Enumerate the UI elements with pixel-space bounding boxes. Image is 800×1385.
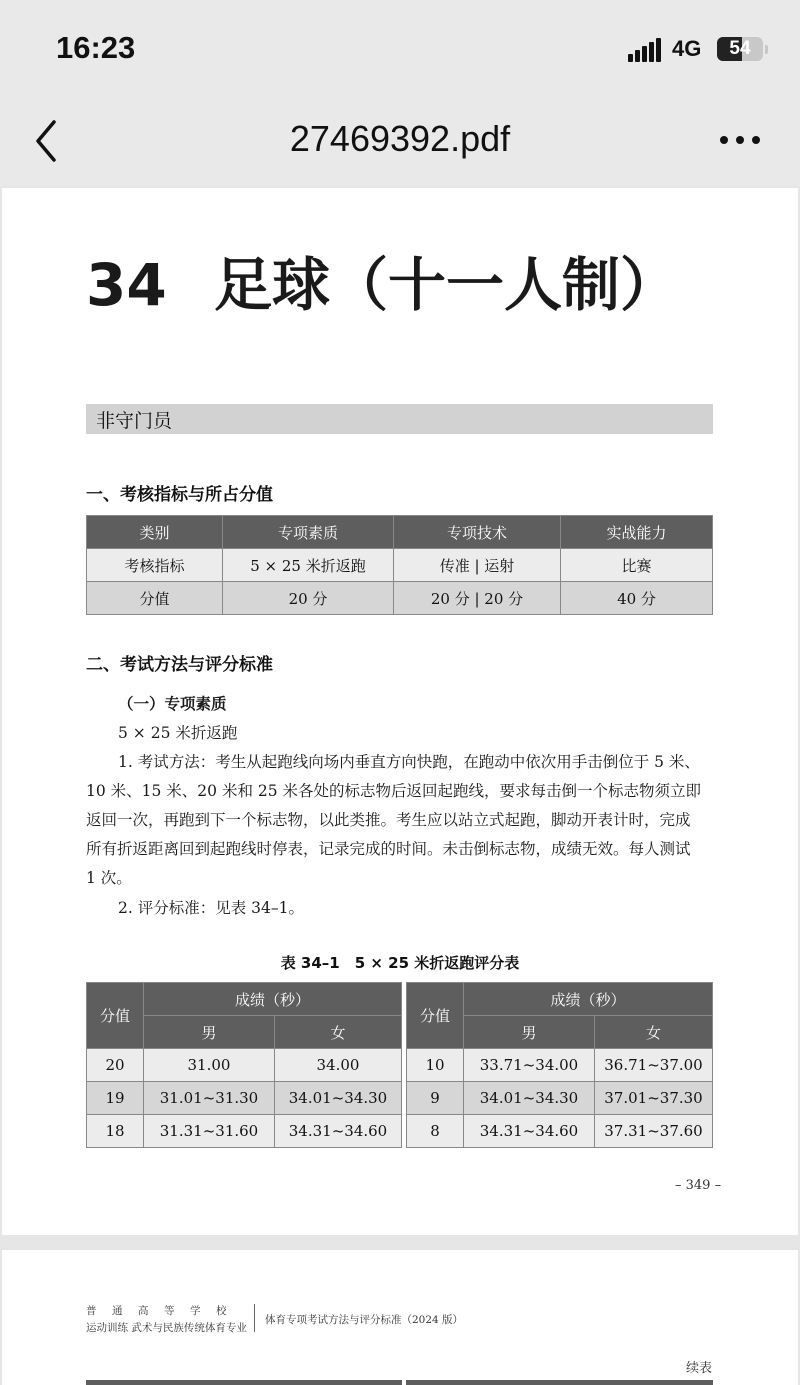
table-caption: 表 34–1 5 × 25 米折返跑评分表 bbox=[280, 954, 520, 972]
table-cell: 31.31~31.60 bbox=[144, 1115, 275, 1148]
table-row bbox=[87, 1082, 402, 1115]
table-cell: 分值 bbox=[87, 582, 223, 615]
status-time: 16:23 bbox=[56, 30, 136, 65]
table-cell: 34.00 bbox=[275, 1049, 402, 1082]
table-cell: 19 bbox=[87, 1082, 144, 1115]
table-cell: 31.00 bbox=[144, 1049, 275, 1082]
table-cell: 比赛 bbox=[561, 549, 713, 582]
section-heading: 二、考试方法与评分标准 bbox=[86, 655, 273, 675]
table-header: 分值 bbox=[407, 983, 464, 1049]
table-cell: 37.31~37.60 bbox=[595, 1115, 713, 1148]
table-cell: 8 bbox=[407, 1115, 464, 1148]
status-bar bbox=[0, 0, 800, 100]
scoring-table-right bbox=[406, 982, 713, 1148]
paragraph-line: 所有折返距离回到起跑线时停表，记录完成的时间。未击倒标志物，成绩无效。每人测试 bbox=[86, 840, 691, 858]
paragraph-line: 1 次。 bbox=[86, 869, 132, 887]
table-row bbox=[87, 1049, 402, 1082]
table-cell: 10 bbox=[407, 1049, 464, 1082]
table-cell: 31.01~31.30 bbox=[144, 1082, 275, 1115]
table-row bbox=[407, 1082, 713, 1115]
table-row bbox=[87, 582, 713, 615]
assessment-table bbox=[86, 515, 713, 615]
chapter-title: 足球（十一人制） bbox=[214, 251, 679, 319]
table-cell: 37.01~37.30 bbox=[595, 1082, 713, 1115]
chapter-heading bbox=[86, 238, 678, 322]
table-cell: 36.71~37.00 bbox=[595, 1049, 713, 1082]
header-line: 运动训练 武术与民族传统体育专业 bbox=[86, 1322, 247, 1334]
table-header-strip bbox=[406, 1380, 713, 1385]
more-options-button[interactable] bbox=[718, 130, 764, 150]
table-header: 成绩（秒） bbox=[144, 983, 402, 1016]
table-cell: 20 分 | 20 分 bbox=[394, 582, 561, 615]
table-header-strip bbox=[86, 1380, 402, 1385]
dot-icon bbox=[720, 136, 728, 144]
table-row bbox=[407, 1049, 713, 1082]
header-line: 普通高等学校 bbox=[86, 1305, 242, 1317]
signal-icon bbox=[628, 38, 662, 62]
table-cell: 34.31~34.60 bbox=[275, 1115, 402, 1148]
table-header: 女 bbox=[595, 1016, 713, 1049]
table-header: 女 bbox=[275, 1016, 402, 1049]
table-cell: 9 bbox=[407, 1082, 464, 1115]
chapter-number: 34 bbox=[86, 251, 167, 319]
table-cell: 传准 | 运射 bbox=[394, 549, 561, 582]
document-title: 27469392.pdf bbox=[289, 118, 511, 159]
table-header: 分值 bbox=[87, 983, 144, 1049]
continued-label: 续表 bbox=[686, 1361, 713, 1376]
table-row bbox=[87, 549, 713, 582]
running-header-right: 体育专项考试方法与评分标准（2024 版） bbox=[265, 1314, 464, 1326]
table-cell: 18 bbox=[87, 1115, 144, 1148]
section-band-label: 非守门员 bbox=[96, 410, 173, 432]
table-row bbox=[407, 1115, 713, 1148]
table-header: 专项素质 bbox=[223, 516, 394, 549]
table-header: 专项技术 bbox=[394, 516, 561, 549]
dot-icon bbox=[752, 136, 760, 144]
scoring-table-left bbox=[86, 982, 402, 1148]
table-cell: 33.71~34.00 bbox=[464, 1049, 595, 1082]
section-band bbox=[86, 404, 713, 434]
table-header: 男 bbox=[464, 1016, 595, 1049]
table-header: 类别 bbox=[87, 516, 223, 549]
table-cell: 考核指标 bbox=[87, 549, 223, 582]
table-cell: 20 bbox=[87, 1049, 144, 1082]
section-heading: 一、考核指标与所占分值 bbox=[86, 485, 273, 505]
paragraph-line: 1. 考试方法：考生从起跑线向场内垂直方向快跑，在跑动中依次用手击倒位于 5 米、 bbox=[118, 753, 700, 771]
nav-bar bbox=[0, 100, 800, 186]
table-cell: 34.01~34.30 bbox=[464, 1082, 595, 1115]
header-divider bbox=[254, 1304, 255, 1332]
table-cell: 34.31~34.60 bbox=[464, 1115, 595, 1148]
battery-tip bbox=[765, 45, 768, 54]
running-header-left bbox=[86, 1303, 247, 1337]
item-title: 5 × 25 米折返跑 bbox=[118, 724, 238, 742]
table-row bbox=[87, 1115, 402, 1148]
table-cell: 40 分 bbox=[561, 582, 713, 615]
subsection-heading: （一）专项素质 bbox=[118, 694, 227, 713]
network-type: 4G bbox=[672, 36, 702, 61]
table-cell: 34.01~34.30 bbox=[275, 1082, 402, 1115]
table-cell: 20 分 bbox=[223, 582, 394, 615]
battery-level: 54 bbox=[729, 38, 751, 59]
table-cell: 5 × 25 米折返跑 bbox=[223, 549, 394, 582]
table-header: 男 bbox=[144, 1016, 275, 1049]
paragraph-line: 2. 评分标准：见表 34–1。 bbox=[118, 899, 304, 917]
battery-icon bbox=[717, 37, 763, 61]
table-header: 成绩（秒） bbox=[464, 983, 713, 1016]
page-number: – 349 – bbox=[675, 1178, 722, 1193]
table-header: 实战能力 bbox=[561, 516, 713, 549]
paragraph-line: 10 米、15 米、20 米和 25 米各处的标志物后返回起跑线，要求每击倒一个标志物须立即 bbox=[86, 782, 702, 800]
dot-icon bbox=[736, 136, 744, 144]
paragraph-line: 返回一次，再跑到下一个标志物，以此类推。考生应以站立式起跑，脚动开表计时，完成 bbox=[86, 811, 691, 829]
